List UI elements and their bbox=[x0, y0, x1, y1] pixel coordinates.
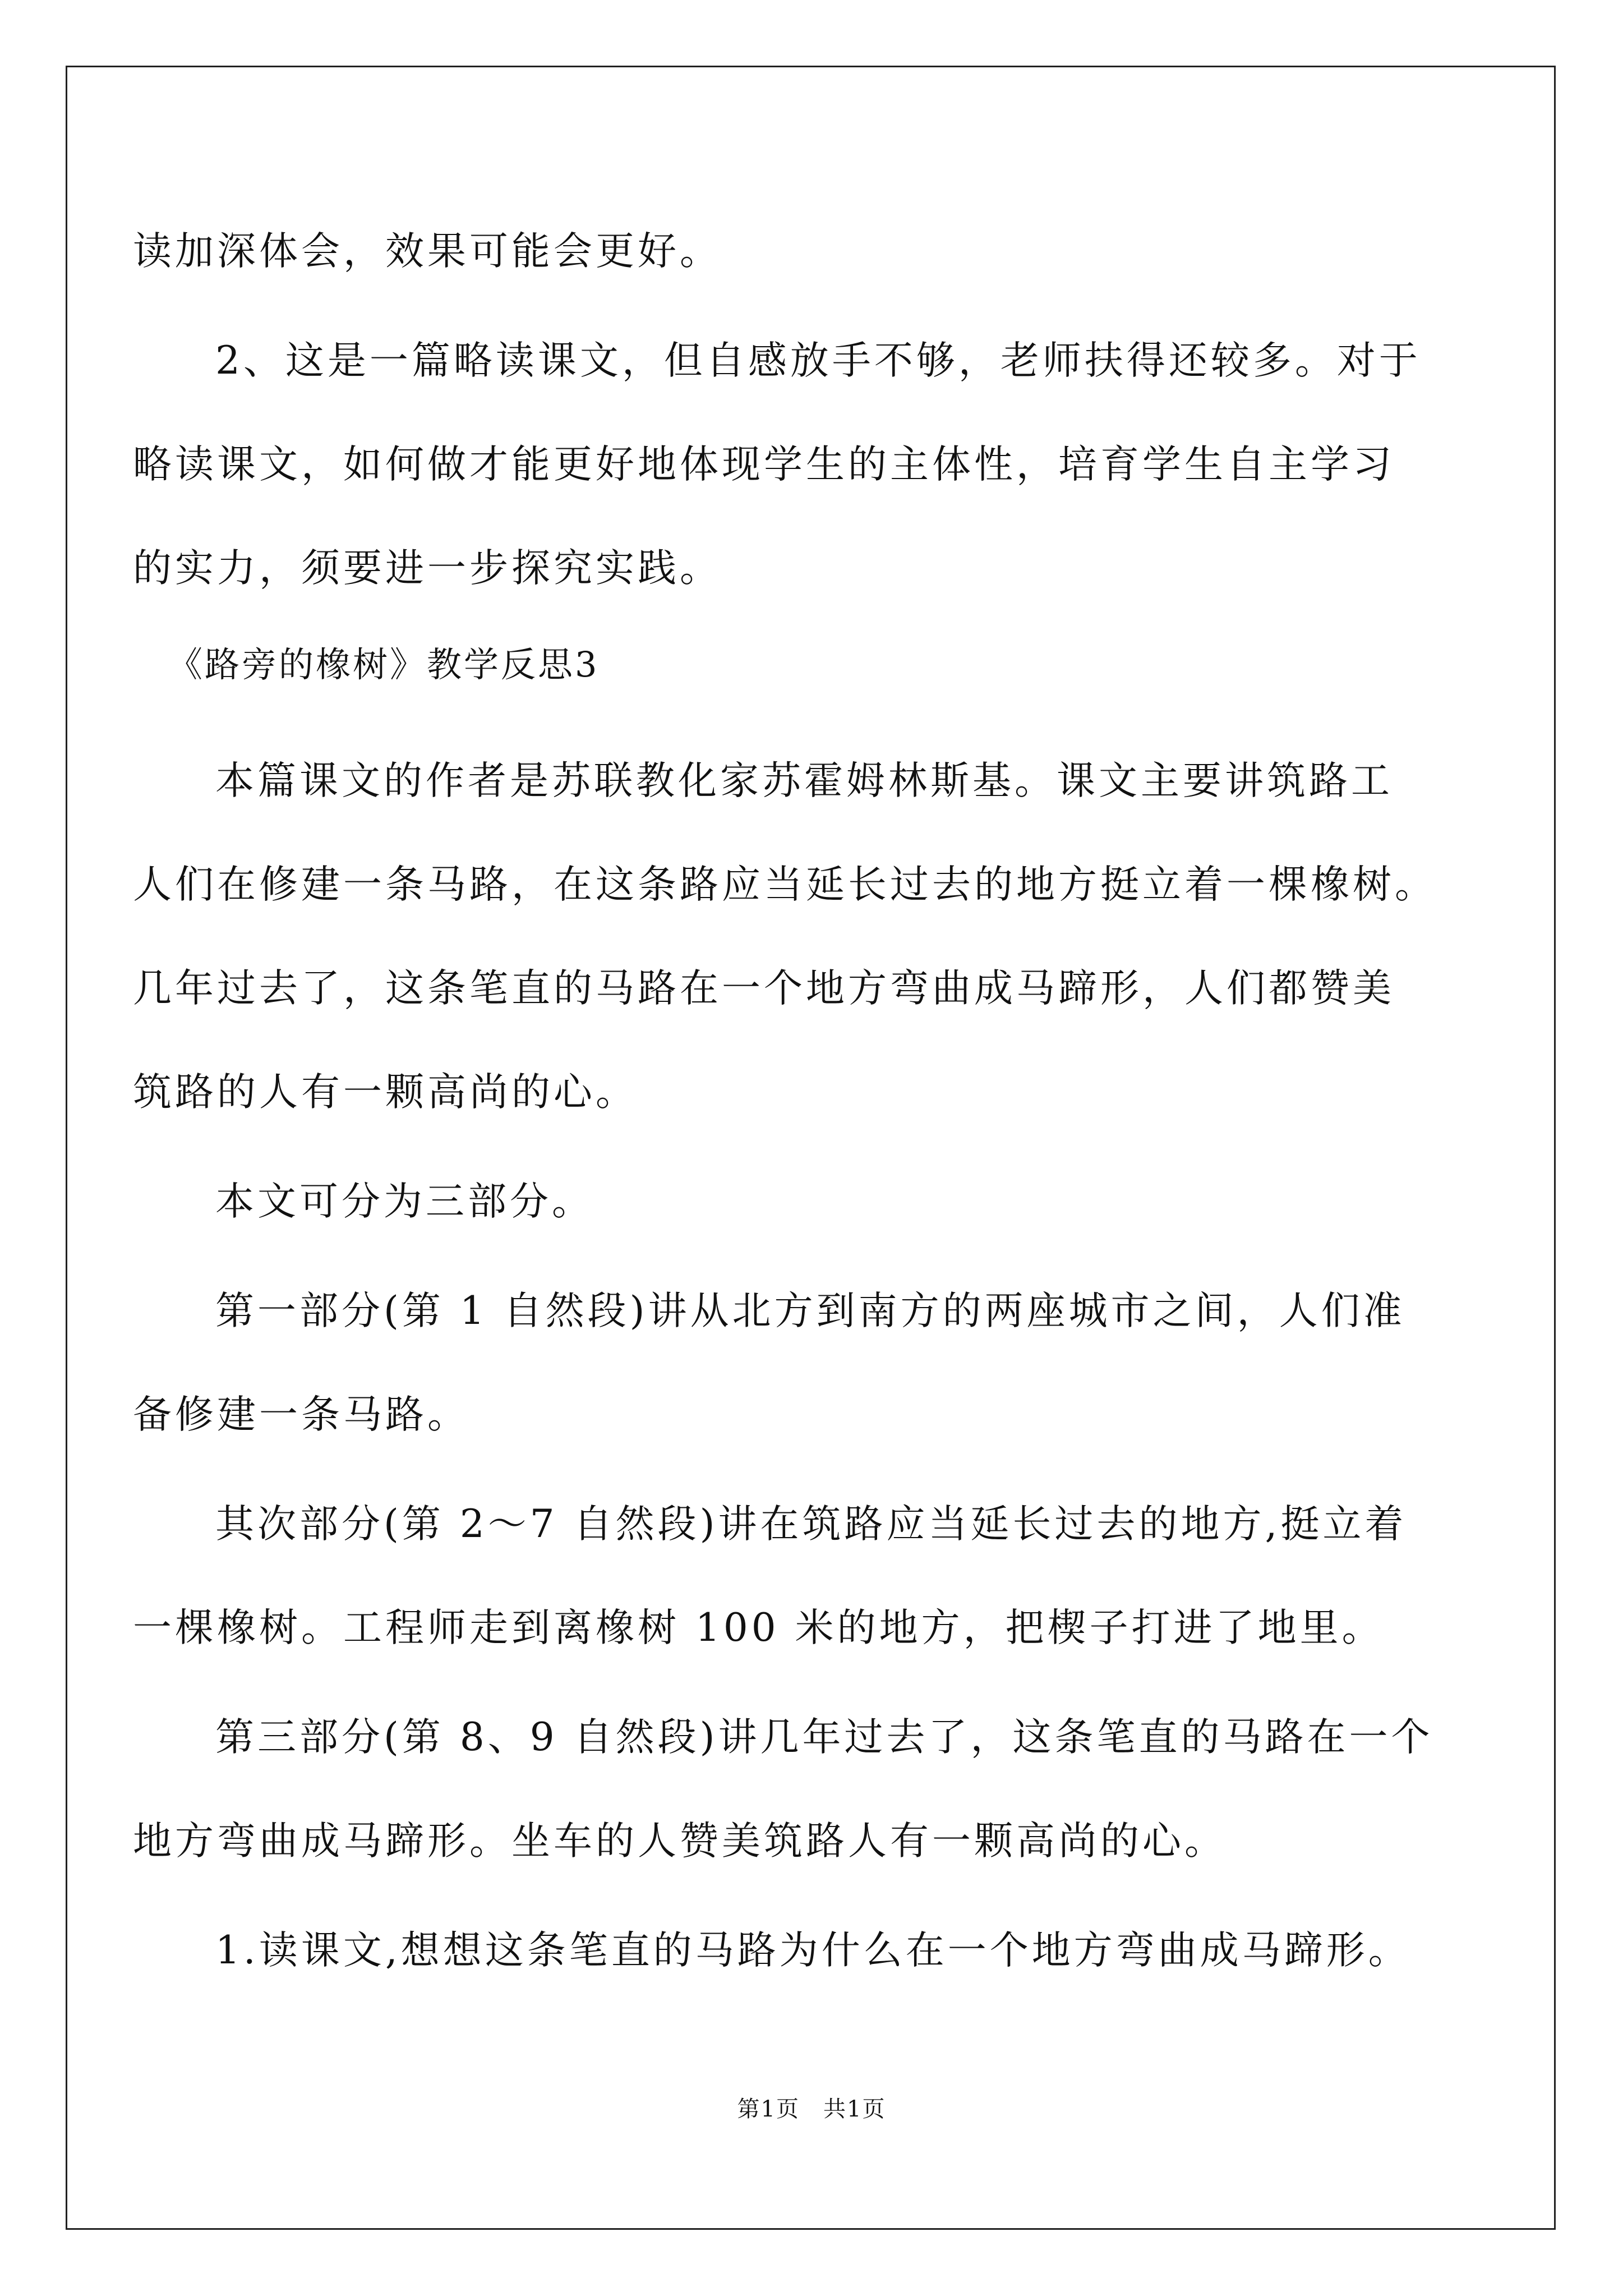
paragraph-line: 略读课文，如何做才能更好地体现学生的主体性，培育学生自主学习 bbox=[133, 442, 1395, 487]
paragraph-line: 2、这是一篇略读课文，但自感放手不够，老师扶得还较多。对于 bbox=[215, 338, 1421, 383]
paragraph-line: 1.读课文,想想这条笔直的马路为什么在一个地方弯曲成马蹄形。 bbox=[215, 1928, 1410, 1973]
page-border bbox=[66, 66, 1556, 2230]
paragraph-line: 的实力，须要进一步探究实践。 bbox=[133, 546, 722, 591]
paragraph-line: 读加深体会，效果可能会更好。 bbox=[133, 229, 722, 274]
paragraph-line: 备修建一条马路。 bbox=[133, 1392, 469, 1437]
paragraph-line: 其次部分(第 2～7 自然段)讲在筑路应当延长过去的地方,挺立着 bbox=[215, 1502, 1407, 1547]
paragraph-line: 几年过去了，这条笔直的马路在一个地方弯曲成马蹄形，人们都赞美 bbox=[133, 966, 1395, 1011]
paragraph-line: 第三部分(第 8、9 自然段)讲几年过去了，这条笔直的马路在一个 bbox=[215, 1715, 1433, 1760]
paragraph-line: 一棵橡树。工程师走到离橡树 100 米的地方，把楔子打进了地里。 bbox=[133, 1605, 1384, 1650]
paragraph-line: 本篇课文的作者是苏联教化家苏霍姆林斯基。课文主要讲筑路工 bbox=[215, 758, 1393, 803]
paragraph-line: 第一部分(第 1 自然段)讲从北方到南方的两座城市之间，人们准 bbox=[215, 1289, 1405, 1333]
paragraph-line: 地方弯曲成马蹄形。坐车的人赞美筑路人有一颗高尚的心。 bbox=[133, 1819, 1227, 1864]
paragraph-line: 筑路的人有一颗高尚的心。 bbox=[133, 1070, 638, 1115]
paragraph-line: 本文可分为三部分。 bbox=[215, 1179, 594, 1224]
paragraph-line: 人们在修建一条马路，在这条路应当延长过去的地方挺立着一棵橡树。 bbox=[133, 862, 1437, 907]
page-number-footer: 第1页 共1页 bbox=[737, 2096, 886, 2122]
section-heading: 《路旁的橡树》教学反思3 bbox=[168, 644, 600, 685]
